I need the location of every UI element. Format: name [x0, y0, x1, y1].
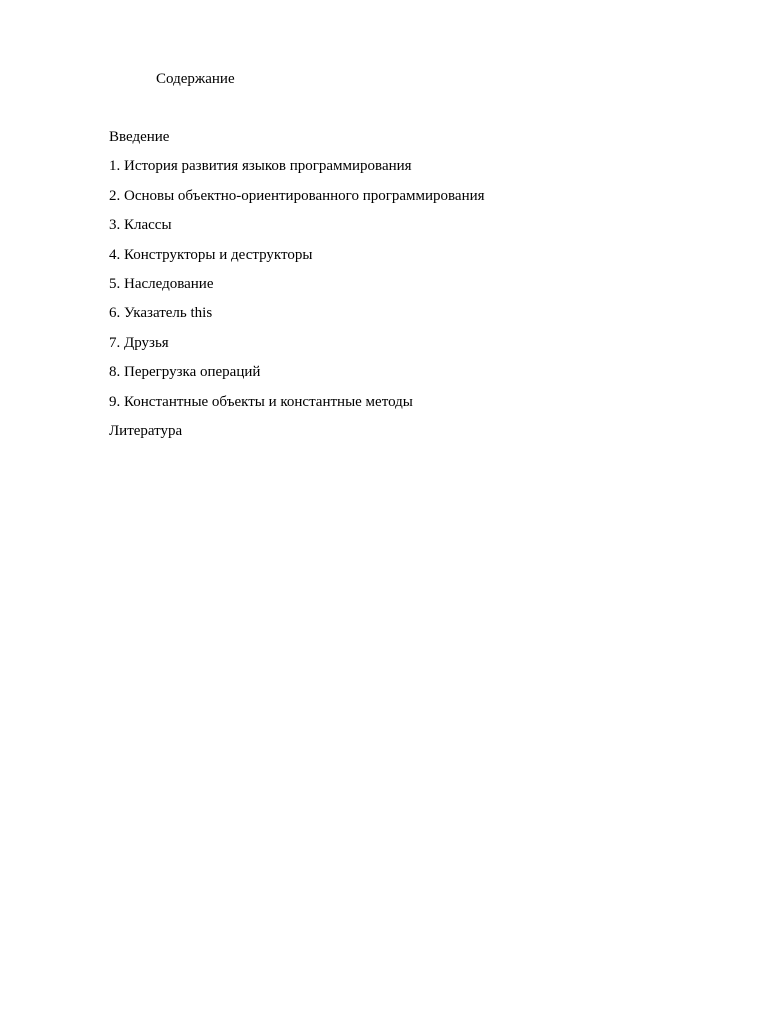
toc-item-literature: Литература — [109, 422, 183, 439]
toc-item-4: 4. Конструкторы и деструкторы — [109, 246, 313, 263]
toc-item-2: 2. Основы объектно-ориентированного программирования — [109, 187, 485, 204]
toc-item-8: 8. Перегрузка операций — [109, 364, 261, 381]
toc-item-9: 9. Константные объекты и константные методы — [109, 393, 413, 410]
toc-item-introduction: Введение — [109, 129, 170, 145]
toc-item-7: 7. Друзья — [109, 334, 169, 351]
toc-item-6: 6. Указатель this — [109, 305, 213, 322]
toc-title: Содержание — [156, 71, 235, 87]
table-of-contents — [109, 127, 485, 450]
toc-item-3: 3. Классы — [109, 217, 172, 234]
toc-item-1: 1. История развития языков программирования — [109, 158, 412, 175]
toc-item-5: 5. Наследование — [109, 275, 214, 292]
